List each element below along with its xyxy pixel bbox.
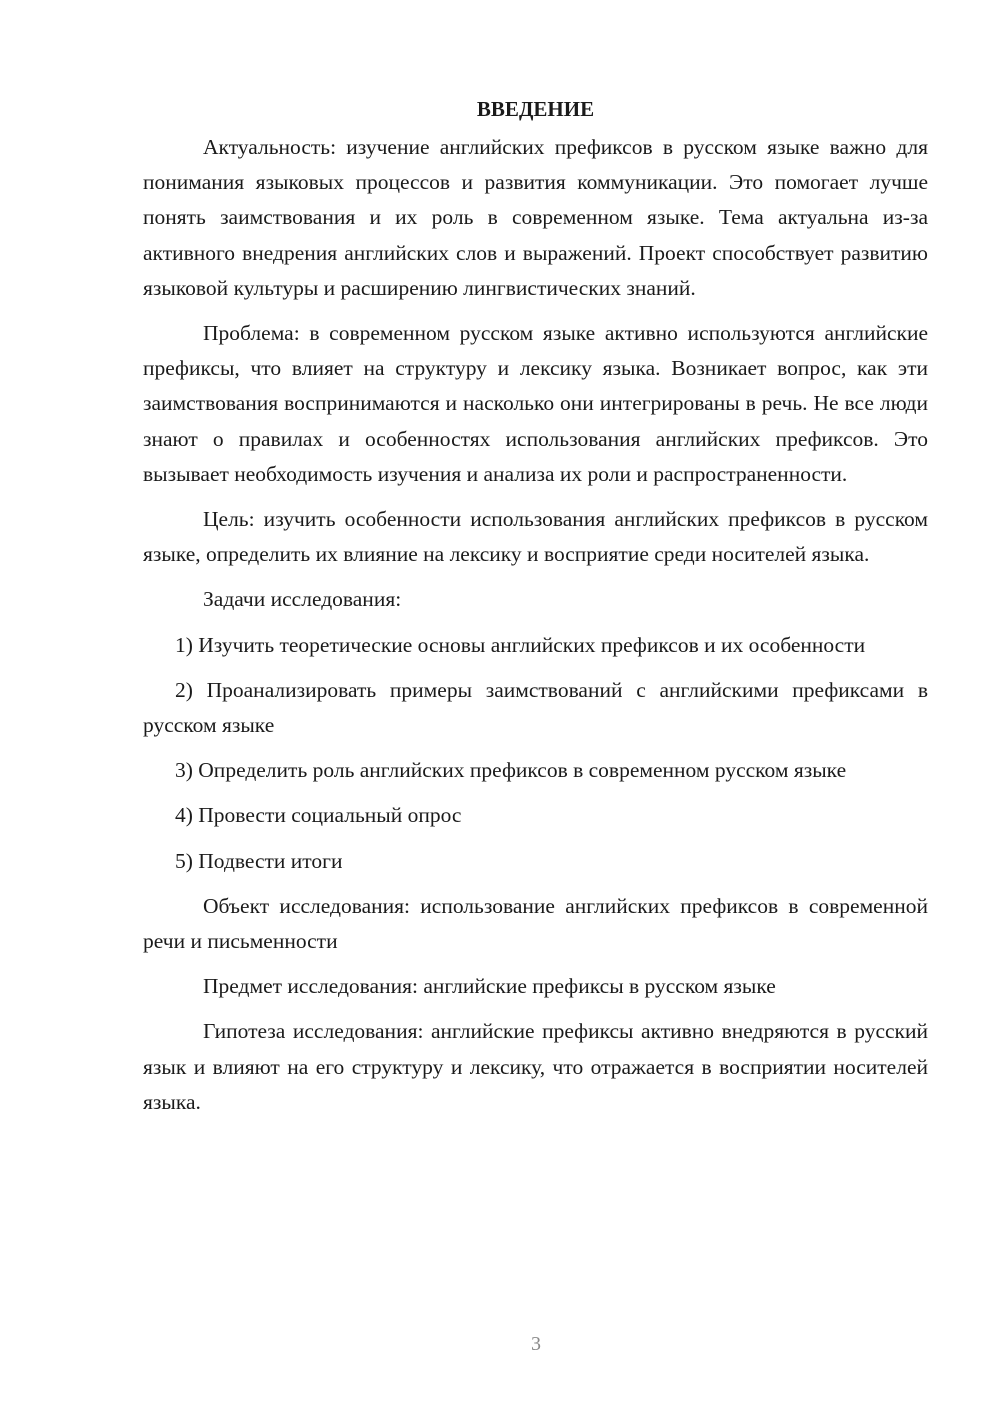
task-item: 3) Определить роль английских префиксов в современном русском языке bbox=[175, 758, 847, 783]
problem-paragraph: Проблема: в современном русском языке активно используются английские префиксы, что влияет на структуру и лексику языка. Возникает вопрос, как эти заимствования воспринимаются и насколько они интегрированы в речь. Не все люди знают о правилах и особенностях использования английских префиксов. Это вызывает необходимость изучения и анализа их роли и распространенности. bbox=[143, 321, 928, 486]
task-item: 4) Провести социальный опрос bbox=[175, 803, 462, 828]
hypothesis-paragraph: Гипотеза исследования: английские префиксы активно внедряются в русский язык и влияют на его структуру и лексику, что отражается в восприятии носителей языка. bbox=[143, 1019, 928, 1114]
task-item: 2) Проанализировать примеры заимствований с английскими префиксами в русском языке bbox=[143, 677, 928, 738]
tasks-heading: Задачи исследования: bbox=[203, 587, 402, 612]
page-number: 3 bbox=[531, 1333, 541, 1355]
page-title: ВВЕДЕНИЕ bbox=[476, 97, 595, 121]
subject-paragraph: Предмет исследования: английские префиксы в русском языке bbox=[203, 974, 776, 999]
goal-paragraph: Цель: изучить особенности использования английских префиксов в русском языке, определить их влияние на лексику и восприятие среди носителей языка. bbox=[143, 507, 928, 567]
task-item: 1) Изучить теоретические основы английских префиксов и их особенности bbox=[175, 632, 866, 657]
document-page bbox=[143, 92, 928, 1130]
task-item: 5) Подвести итоги bbox=[175, 848, 343, 873]
object-paragraph: Объект исследования: использование английских префиксов в современной речи и письменности bbox=[143, 893, 928, 954]
relevance-paragraph: Актуальность: изучение английских префиксов в русском языке важно для понимания языковых процессов и развития коммуникации. Это помогает лучше понять заимствования и их роль в современном языке. Тема актуальна из-за активного внедрения английских слов и выражений. Проект способствует развитию языковой культуры и расширению лингвистических знаний. bbox=[143, 135, 928, 300]
